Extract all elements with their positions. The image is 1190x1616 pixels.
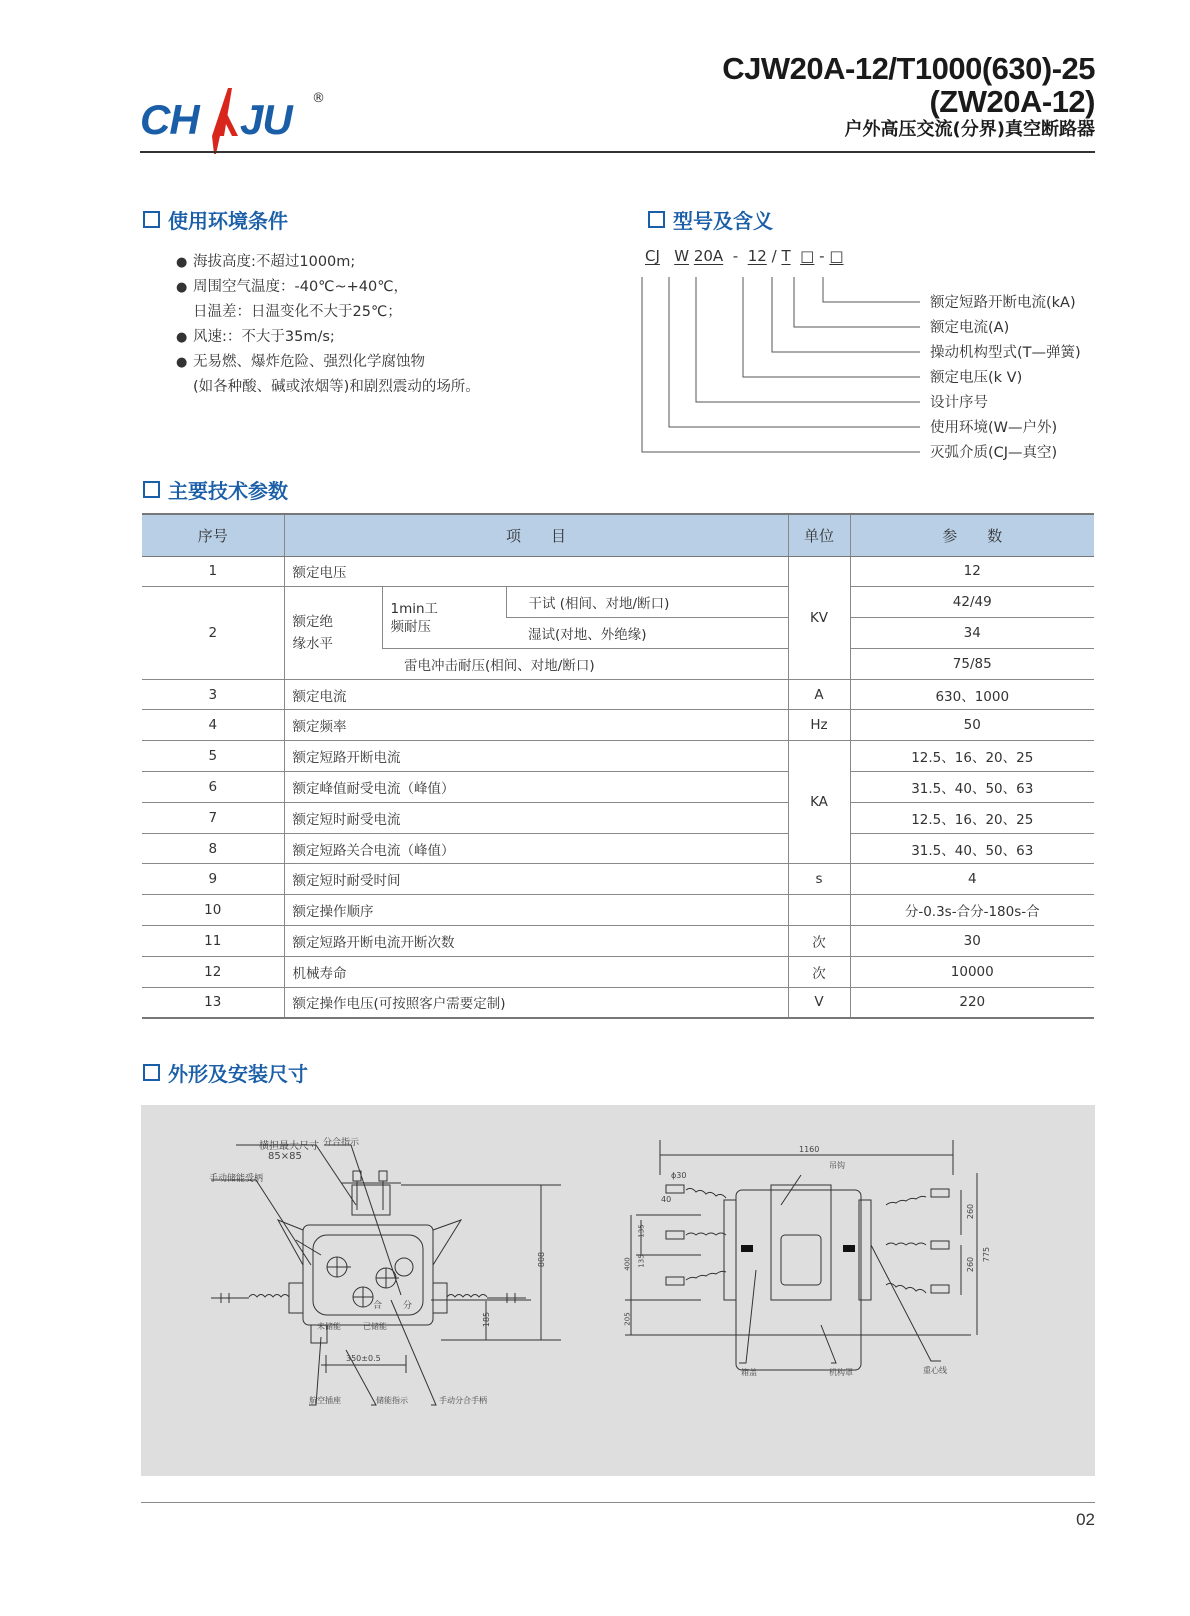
row-group-cell <box>284 587 382 679</box>
front-view-drawing <box>211 1145 561 1405</box>
row-no: 12 <box>142 956 284 987</box>
env-item-continuation: 日温差：日温变化不大于25℃； <box>193 304 402 320</box>
row-value: 分-0.3s-合分-180s-合 <box>850 895 1094 926</box>
row-no: 11 <box>142 926 284 957</box>
brand-logo <box>140 82 340 162</box>
row-subgroup-cell <box>382 587 506 649</box>
product-name: 户外高压交流(分界)真空断路器 <box>844 119 1095 140</box>
label-d260b: 260 <box>966 1256 976 1273</box>
row-unit: s <box>788 864 850 895</box>
code-part-cj: CJ <box>645 247 660 265</box>
meaning-design-serial: 设计序号 <box>930 395 988 411</box>
table-row <box>142 802 1094 833</box>
label-aviation-socket: 航空插座 <box>309 1396 341 1405</box>
label-manual-open-close-handle: 手动分合手柄 <box>439 1396 487 1405</box>
label-open-mark: 分 <box>403 1301 413 1311</box>
env-item-text: 风速:：不大于35m/s; <box>193 329 335 345</box>
label-width-350: 350±0.5 <box>346 1354 381 1363</box>
table-row <box>142 833 1094 864</box>
row-unit: 次 <box>788 926 850 957</box>
row-no: 2 <box>142 587 284 679</box>
code-part-t: T <box>781 247 791 265</box>
row-value: 4 <box>850 864 1094 895</box>
row-item: 额定短时耐受电流 <box>284 802 788 833</box>
code-part-breaking: □ <box>829 247 844 265</box>
row-item: 机械寿命 <box>284 956 788 987</box>
section-title-text: 使用环境条件 <box>168 209 288 233</box>
code-part-slash: / <box>771 247 777 265</box>
row-value: 12 <box>850 556 1094 587</box>
row-value: 12.5、16、20、25 <box>850 741 1094 772</box>
row-no: 8 <box>142 833 284 864</box>
row-item: 额定电流 <box>284 679 788 710</box>
label-charged: 已储能 <box>363 1322 387 1331</box>
label-phi30: ϕ30 <box>671 1171 687 1180</box>
row-subgroup: 1min工频耐压 <box>390 600 439 635</box>
dimension-drawing-panel <box>141 1105 1095 1476</box>
env-item-text: 周围空气温度：-40℃~+40℃， <box>193 279 408 295</box>
alt-model-title: (ZW20A-12) <box>929 84 1095 119</box>
header-unit: 单位 <box>788 514 850 556</box>
row-item: 额定短路开断电流开断次数 <box>284 926 788 957</box>
row-value: 42/49 <box>850 587 1094 618</box>
label-d135b: 135 <box>637 1254 646 1268</box>
env-item <box>176 275 480 300</box>
row-unit: KA <box>788 741 850 864</box>
env-item-text: 无易燃、爆炸危险、强烈化学腐蚀物 <box>193 354 425 370</box>
table-row <box>142 987 1094 1018</box>
label-height-185: 185 <box>482 1311 492 1328</box>
code-part-dash: - <box>732 247 739 265</box>
checkbox-square-icon <box>143 1064 160 1081</box>
row-unit: A <box>788 679 850 710</box>
row-value: 50 <box>850 710 1094 741</box>
section-title-tech-params <box>143 475 288 504</box>
row-no: 6 <box>142 772 284 803</box>
table-row <box>142 956 1094 987</box>
row-no: 7 <box>142 802 284 833</box>
row-no: 10 <box>142 895 284 926</box>
row-item: 湿试(对地、外绝缘) <box>506 618 788 649</box>
row-value: 31.5、40、50、63 <box>850 833 1094 864</box>
env-item <box>176 250 480 275</box>
row-value: 75/85 <box>850 648 1094 679</box>
row-unit: Hz <box>788 710 850 741</box>
label-crossarm-size: 85×85 <box>268 1151 302 1162</box>
label-mechanism-cover: 机构罩 <box>829 1368 853 1377</box>
label-charge-indicator: 储能指示 <box>376 1396 408 1405</box>
row-value: 31.5、40、50、63 <box>850 772 1094 803</box>
row-item: 额定操作顺序 <box>284 895 788 926</box>
label-open-close-indicator: 分合指示 <box>323 1138 360 1148</box>
label-close-mark: 合 <box>373 1301 383 1311</box>
label-manual-charge-handle: 手动储能受柄 <box>209 1174 264 1184</box>
row-no: 1 <box>142 556 284 587</box>
section-title-text: 型号及含义 <box>673 209 773 233</box>
row-value: 10000 <box>850 956 1094 987</box>
label-d775: 775 <box>982 1246 992 1263</box>
row-value: 220 <box>850 987 1094 1018</box>
meaning-breaking-current: 额定短路开断电流(kA) <box>930 295 1076 311</box>
checkbox-square-icon <box>143 481 160 498</box>
gravity-marker-left <box>741 1245 753 1252</box>
row-item: 额定短路开断电流 <box>284 741 788 772</box>
row-no: 9 <box>142 864 284 895</box>
meaning-rated-voltage: 额定电压(k V) <box>930 370 1023 386</box>
label-d40: 40 <box>661 1195 672 1204</box>
row-item: 额定短时耐受时间 <box>284 864 788 895</box>
header-value: 参 数 <box>850 514 1094 556</box>
row-group: 额定绝缘水平 <box>292 613 333 652</box>
registered-mark: ® <box>312 91 325 106</box>
table-row <box>142 895 1094 926</box>
header-no: 序号 <box>142 514 284 556</box>
meaning-environment: 使用环境(W—户外) <box>930 420 1058 436</box>
header-title-block <box>722 52 1095 142</box>
bullet-icon: ● <box>176 280 188 295</box>
bullet-icon: ● <box>176 355 188 370</box>
bullet-icon: ● <box>176 255 188 270</box>
label-height-808: 808 <box>537 1251 547 1268</box>
row-item: 雷电冲击耐压(相间、对地/断口) <box>382 648 788 679</box>
label-not-charged: 未储能 <box>317 1322 341 1331</box>
row-value: 30 <box>850 926 1094 957</box>
table-row <box>142 926 1094 957</box>
row-no: 3 <box>142 679 284 710</box>
table-row <box>142 741 1094 772</box>
table-row <box>142 710 1094 741</box>
label-crossarm: 横担最大尺寸 <box>259 1141 319 1152</box>
footer-divider <box>141 1502 1095 1503</box>
checkbox-square-icon <box>648 211 665 228</box>
meaning-mechanism-type: 操动机构型式(T—弹簧) <box>930 345 1081 361</box>
meaning-rated-current: 额定电流(A) <box>930 320 1010 336</box>
row-no: 4 <box>142 710 284 741</box>
row-no: 13 <box>142 987 284 1018</box>
section-title-text: 外形及安装尺寸 <box>168 1062 308 1086</box>
row-no: 5 <box>142 741 284 772</box>
svg-text:CH: CH <box>140 96 199 143</box>
section-title-environment <box>143 205 288 234</box>
model-code <box>645 247 844 265</box>
environment-list <box>176 250 480 400</box>
row-item: 额定频率 <box>284 710 788 741</box>
svg-text:JU: JU <box>240 96 292 143</box>
row-value: 34 <box>850 618 1094 649</box>
meaning-arc-medium: 灭弧介质(CJ—真空) <box>930 445 1058 461</box>
row-unit <box>788 895 850 926</box>
code-part-current: □ <box>800 247 815 265</box>
code-part-w: W <box>674 247 690 265</box>
tech-params-table <box>142 513 1094 1019</box>
code-part-dash2: - <box>819 247 825 265</box>
env-item <box>176 325 480 350</box>
header-divider <box>140 151 1095 153</box>
row-unit: 次 <box>788 956 850 987</box>
env-item-continuation: (如各种酸、碱或浓烟等)和剧烈震动的场所。 <box>193 379 480 395</box>
checkbox-square-icon <box>143 211 160 228</box>
row-item: 干试 (相间、对地/断口) <box>506 587 788 618</box>
section-title-dimensions <box>143 1058 308 1087</box>
env-item-text: 海拔高度:不超过1000m; <box>193 254 356 270</box>
chaju-logo-graphic <box>140 82 340 162</box>
label-width-1160: 1160 <box>799 1145 820 1154</box>
row-unit: KV <box>788 556 850 679</box>
label-box-cover: 箱盖 <box>741 1368 757 1377</box>
row-value: 630、1000 <box>850 679 1094 710</box>
model-title: CJW20A-12/T1000(630)-25 <box>722 51 1095 86</box>
model-code-diagram <box>640 245 1100 465</box>
table-row <box>142 679 1094 710</box>
bullet-icon: ● <box>176 330 188 345</box>
section-title-text: 主要技术参数 <box>168 479 288 503</box>
gravity-marker-right <box>843 1245 855 1252</box>
table-row <box>142 864 1094 895</box>
code-part-20a: 20A <box>693 247 724 265</box>
table-row <box>142 772 1094 803</box>
section-title-model-meaning <box>648 205 773 234</box>
row-item: 额定峰值耐受电流（峰值） <box>284 772 788 803</box>
row-item: 额定短路关合电流（峰值） <box>284 833 788 864</box>
table-row <box>142 556 1094 587</box>
label-d205: 205 <box>623 1312 632 1326</box>
page-number: 02 <box>1076 1510 1095 1529</box>
label-d135a: 135 <box>637 1224 646 1238</box>
header-item: 项 目 <box>284 514 788 556</box>
row-item: 额定电压 <box>284 556 788 587</box>
label-hook: 吊钩 <box>829 1161 845 1170</box>
row-value: 12.5、16、20、25 <box>850 802 1094 833</box>
row-item: 额定操作电压(可按照客户需要定制) <box>284 987 788 1018</box>
table-header-row <box>142 514 1094 556</box>
label-center-line: 重心线 <box>923 1366 947 1375</box>
code-part-12: 12 <box>747 247 767 265</box>
row-unit: V <box>788 987 850 1018</box>
label-d400: 400 <box>623 1257 632 1271</box>
env-item <box>176 350 480 375</box>
table-row <box>142 587 1094 618</box>
label-d260a: 260 <box>966 1203 976 1220</box>
